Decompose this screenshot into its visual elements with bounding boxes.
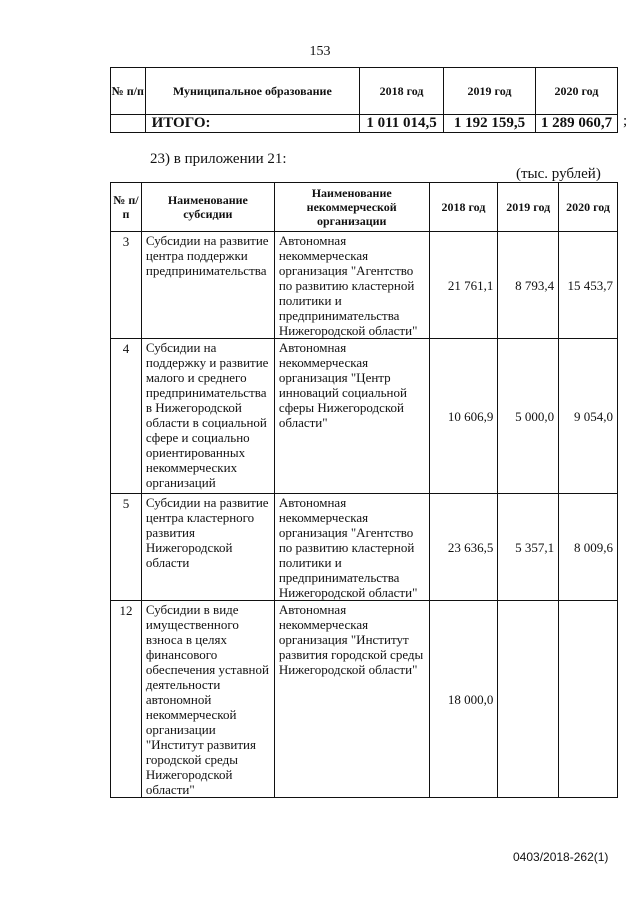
- col-num-header: № п/п: [111, 68, 146, 115]
- row-num: 5: [111, 494, 142, 601]
- table-header-row: [111, 183, 618, 232]
- col-2019-header: 2019 год: [444, 68, 536, 115]
- total-2020: 1 289 060,7: [535, 115, 617, 133]
- col-subsidy-header: Наименование субсидии: [141, 183, 274, 232]
- table-row: [111, 232, 618, 339]
- total-label: ИТОГО:: [145, 115, 360, 133]
- page-number: 153: [309, 44, 331, 59]
- municipal-totals-table: [110, 67, 618, 133]
- row-num: 3: [111, 232, 142, 339]
- row-2018: 18 000,0: [429, 601, 498, 798]
- total-2019: 1 192 159,5: [444, 115, 536, 133]
- total-num-cell: [111, 115, 146, 133]
- row-subsidy: Субсидии на развитие центра поддержки предпринимательства: [141, 232, 274, 339]
- row-org: Автономная некоммерческая организация "Центр инноваций социальной сферы Нижегородской области": [274, 339, 429, 494]
- row-org: Автономная некоммерческая организация "Агентство по развитию кластерной политики и предпринимательства Нижегородской области": [274, 232, 429, 339]
- row-2020: [559, 601, 618, 798]
- total-2018: 1 011 014,5: [360, 115, 444, 133]
- row-subsidy: Субсидии на развитие центра кластерного развития Нижегородской области: [141, 494, 274, 601]
- total-row: [111, 115, 618, 133]
- row-2020: 8 009,6: [559, 494, 618, 601]
- appendix-heading: 23) в приложении 21:: [150, 151, 287, 167]
- row-2019: 5 357,1: [498, 494, 559, 601]
- units-label: (тыс. рублей): [516, 166, 601, 182]
- row-2020: 15 453,7: [559, 232, 618, 339]
- col-2018-header: 2018 год: [429, 183, 498, 232]
- col-2019-header: 2019 год: [498, 183, 559, 232]
- row-2018: 10 606,9: [429, 339, 498, 494]
- col-2018-header: 2018 год: [360, 68, 444, 115]
- row-num: 12: [111, 601, 142, 798]
- col-2020-header: 2020 год: [535, 68, 617, 115]
- row-org: Автономная некоммерческая организация "Институт развития городской среды Нижегородской области": [274, 601, 429, 798]
- row-2019: 5 000,0: [498, 339, 559, 494]
- col-org-header: Наименование некоммерческой организации: [274, 183, 429, 232]
- trailing-semicolon: ;: [623, 113, 628, 129]
- row-2018: 21 761,1: [429, 232, 498, 339]
- document-code: 0403/2018-262(1): [513, 850, 609, 864]
- row-num: 4: [111, 339, 142, 494]
- row-subsidy: Субсидии в виде имущественного взноса в целях финансового обеспечения уставной деятельности автономной некоммерческой организации "Институт развития городской среды Нижегородской области": [141, 601, 274, 798]
- row-2019: [498, 601, 559, 798]
- row-2019: 8 793,4: [498, 232, 559, 339]
- row-2018: 23 636,5: [429, 494, 498, 601]
- table-row: [111, 339, 618, 494]
- col-name-header: Муниципальное образование: [145, 68, 360, 115]
- row-org: Автономная некоммерческая организация "Агентство по развитию кластерной политики и предпринимательства Нижегородской области": [274, 494, 429, 601]
- col-2020-header: 2020 год: [559, 183, 618, 232]
- subsidies-table: [110, 182, 618, 798]
- row-subsidy: Субсидии на поддержку и развитие малого и среднего предпринимательства в Нижегородской области в социальной сфере и социально ориентированных некоммерческих организаций: [141, 339, 274, 494]
- row-2020: 9 054,0: [559, 339, 618, 494]
- col-num-header: № п/п: [111, 183, 142, 232]
- table-row: [111, 601, 618, 798]
- table-header-row: [111, 68, 618, 115]
- table-row: [111, 494, 618, 601]
